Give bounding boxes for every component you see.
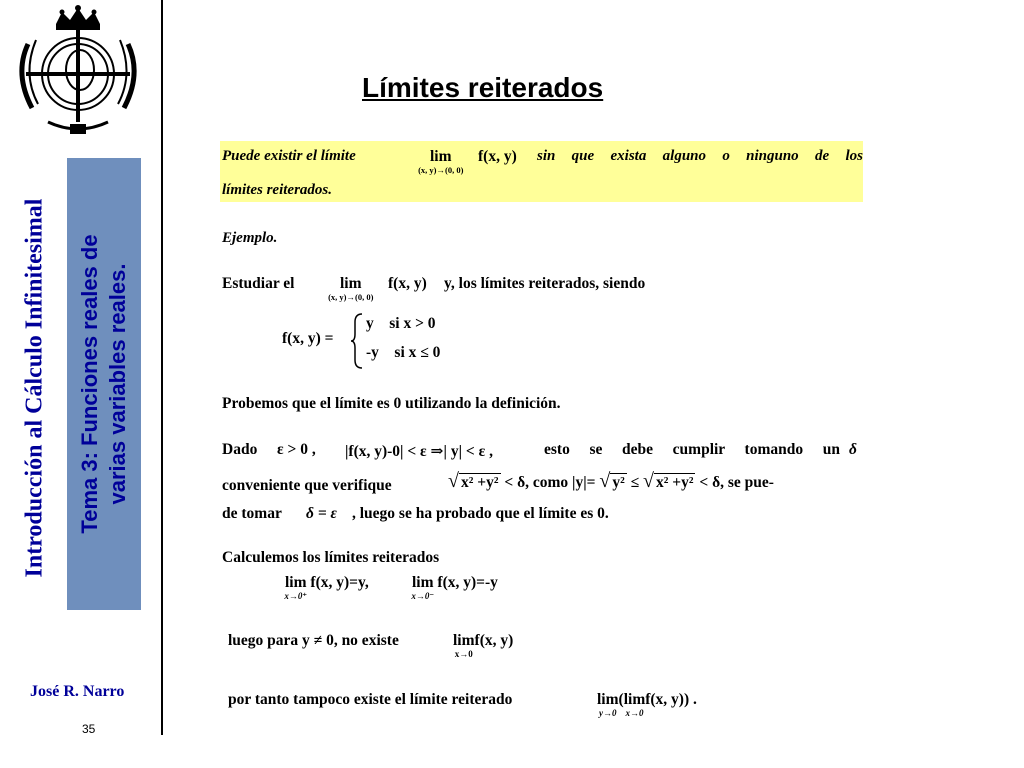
lim-word: lim — [453, 632, 475, 649]
course-title-vertical — [12, 160, 58, 615]
dado-word: Dado — [222, 441, 258, 458]
lim-subscript: (x, y)→(0, 0) — [418, 165, 464, 175]
piecewise-case-2: -y si x ≤ 0 — [366, 344, 441, 361]
portanto-lim-inner — [623, 691, 646, 718]
conv-text: conveniente que verifique — [222, 477, 392, 494]
study-lim — [328, 275, 374, 302]
study-lim-operator — [328, 275, 374, 302]
conv-le: ≤ — [630, 474, 640, 491]
sqrt-2: y² — [612, 474, 625, 491]
luego-limit — [453, 632, 514, 659]
portanto-open-paren: ( — [618, 691, 624, 708]
iter2-lim-operator — [411, 574, 435, 601]
conv-lt-1: < δ, como |y|= — [504, 474, 596, 491]
detomar-equation: δ = ε — [306, 505, 337, 522]
lim-subscript: x→0 — [625, 708, 644, 718]
lim-subscript: (x, y)→(0, 0) — [328, 292, 374, 302]
statement-text-1: Puede existir el límite — [222, 148, 356, 164]
left-brace-icon — [350, 312, 364, 370]
dado-delta: δ — [849, 441, 857, 458]
topic-banner — [67, 158, 141, 610]
example-label: Ejemplo. — [222, 230, 278, 246]
luego-function: f(x, y) — [474, 632, 514, 649]
iter1-expression: f(x, y)=y, — [310, 574, 369, 591]
portanto-text: por tanto tampoco existe el límite reiterado — [228, 691, 513, 708]
study-function: f(x, y) — [388, 275, 427, 292]
detomar-text-1: de tomar — [222, 505, 282, 522]
lim-subscript: x→0 — [454, 649, 473, 659]
sqrt-3: x² +y² — [655, 474, 694, 491]
study-text-1: Estudiar el — [222, 275, 295, 292]
sqrt-1: x² +y² — [460, 474, 499, 491]
luego-lim-operator — [453, 632, 475, 659]
vertical-divider-line — [161, 0, 163, 735]
iter-limit-2 — [411, 574, 498, 601]
portanto-lim-outer — [597, 691, 619, 718]
conv-tail: , se pue- — [720, 474, 774, 491]
lim-subscript: y→0 — [599, 708, 617, 718]
university-crest-logo — [8, 4, 148, 140]
topic-line-2: varias variables reales. — [105, 263, 130, 505]
lim-subscript: x→0⁻ — [411, 591, 435, 601]
lim-word: lim — [340, 275, 362, 292]
lim-subscript: x→0⁺ — [284, 591, 308, 601]
piecewise-lhs: f(x, y) = — [282, 330, 334, 347]
iter1-lim-operator — [284, 574, 308, 601]
lim-word: lim — [623, 691, 646, 708]
lim-word: lim — [285, 574, 307, 591]
statement-text-3: límites reiterados. — [222, 182, 332, 198]
topic-banner-text — [76, 164, 132, 604]
iter2-expression: f(x, y)=-y — [437, 574, 498, 591]
conv-formula — [448, 470, 774, 493]
topic-line-1: Tema 3: Funciones reales de — [77, 234, 102, 534]
lim-word: lim — [412, 574, 434, 591]
portanto-function: f(x, y)) . — [645, 691, 697, 708]
prove-text: Probemos que el límite es 0 utilizando la definición. — [222, 395, 561, 412]
dado-epsilon: ε > 0 , — [277, 441, 316, 458]
author-name: José R. Narro — [30, 683, 125, 700]
dado-rest: esto se debe cumplir tomando un — [544, 441, 840, 458]
lim-word: lim — [597, 691, 619, 708]
luego-text: luego para y ≠ 0, no existe — [228, 632, 399, 649]
detomar-text-2: , luego se ha probado que el límite es 0. — [352, 505, 609, 522]
statement-lim — [418, 148, 464, 175]
dado-inequality: |f(x, y)-0| < ε ⇒| y| < ε , — [345, 443, 493, 460]
sqrt-icon: √ — [448, 470, 459, 492]
page-number: 35 — [82, 722, 96, 736]
sqrt-icon: √ — [599, 470, 611, 492]
sqrt-icon: √ — [642, 470, 654, 492]
conv-lt-2: < δ — [699, 474, 721, 491]
statement-text-2: sin que exista alguno o ninguno de los — [537, 148, 863, 164]
calc-text: Calculemos los límites reiterados — [222, 549, 440, 566]
iter-limit-1 — [284, 574, 369, 601]
statement-lim-operator — [418, 148, 464, 175]
study-text-2: y, los límites reiterados, siendo — [444, 275, 646, 292]
lim-word: lim — [430, 148, 452, 165]
slide-title: Límites reiterados — [362, 72, 604, 103]
piecewise-case-1: y si x > 0 — [366, 315, 436, 332]
course-title-text: Introducción al Cálculo Infinitesimal — [21, 198, 48, 577]
portanto-limit — [597, 691, 697, 718]
statement-function: f(x, y) — [478, 148, 517, 165]
